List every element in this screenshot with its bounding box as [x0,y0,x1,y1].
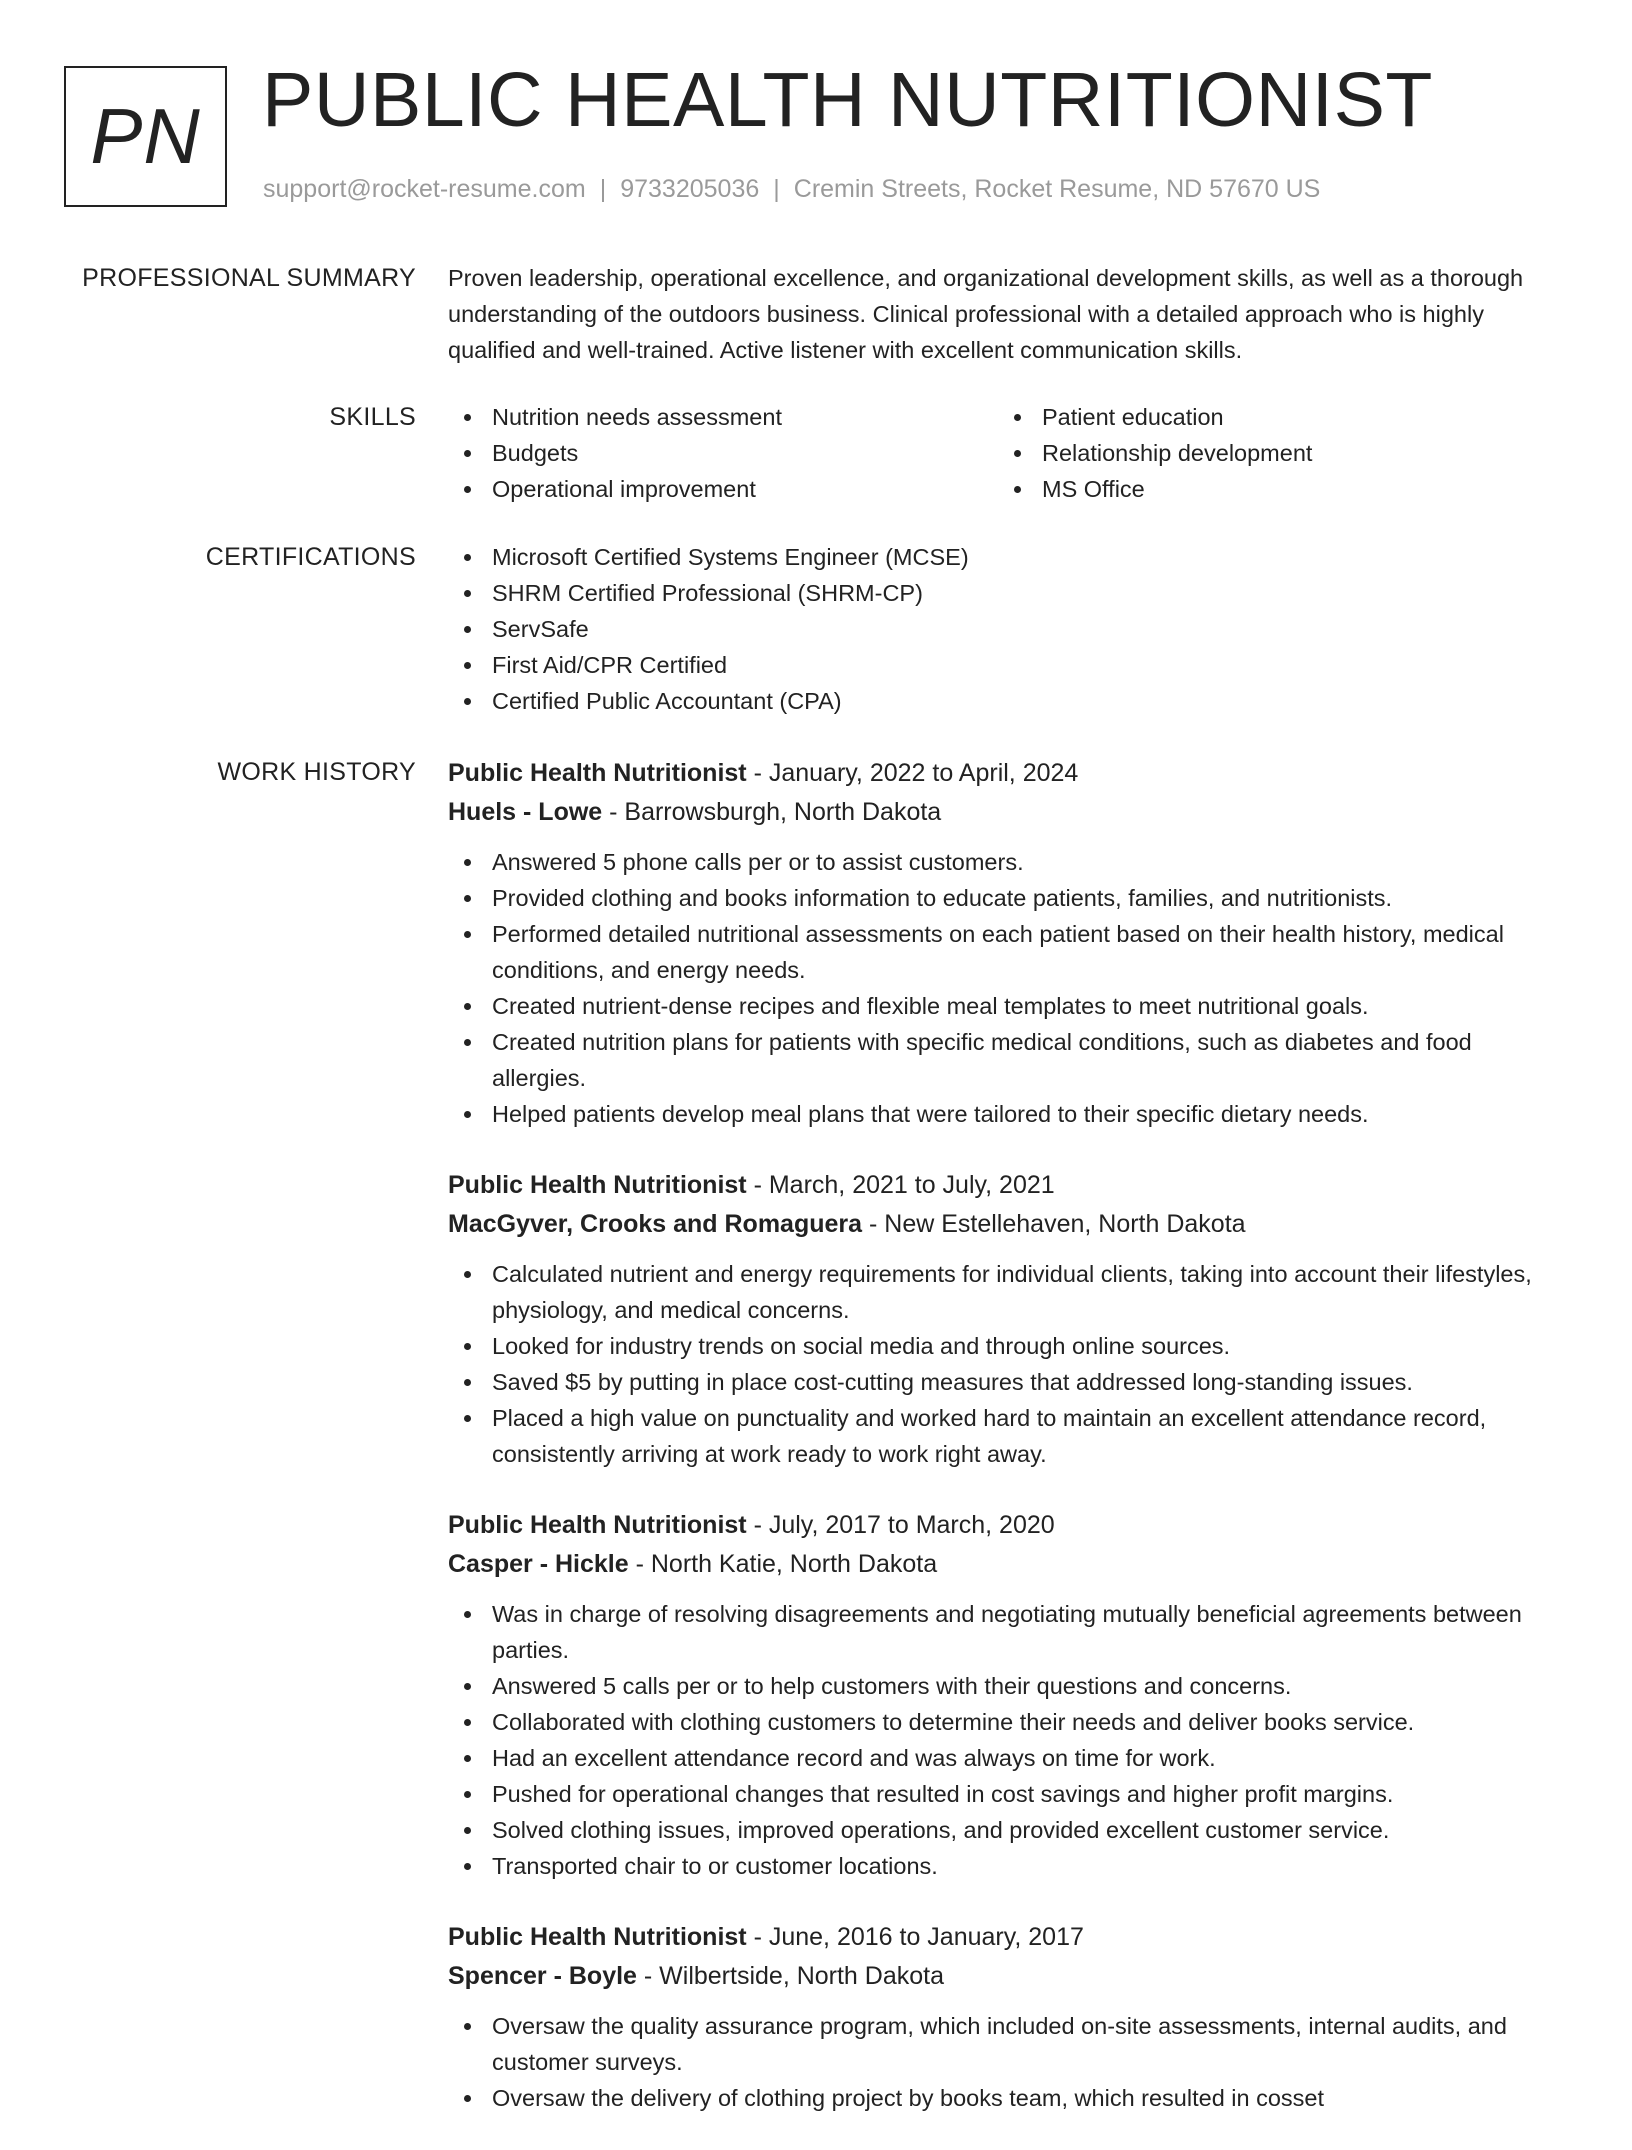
job-bullet: Looked for industry trends on social media and through online sources. [448,1328,1570,1364]
contact-separator: | [773,175,780,203]
skills-heading: SKILLS [329,403,416,431]
job-company-line [448,1545,1570,1584]
contact-address: Cremin Streets, Rocket Resume, ND 57670 US [793,175,1321,203]
job-title-line [448,754,1570,793]
job-title: Public Health Nutritionist [448,1511,747,1539]
contact-phone[interactable]: 9733205036 [620,175,760,203]
job-bullet: Transported chair to or customer locations. [448,1848,1570,1884]
job-bullet: Was in charge of resolving disagreements and negotiating mutually beneficial agreements between parties. [448,1596,1570,1668]
job-bullet: Performed detailed nutritional assessments on each patient based on their health history, medical conditions, and energy needs. [448,916,1570,988]
job-title-line [448,1166,1570,1205]
job-title-line [448,1506,1570,1545]
job-bullets [448,1596,1570,1884]
job-bullet: Created nutrient-dense recipes and flexible meal templates to meet nutritional goals. [448,988,1570,1024]
job-entry [448,1166,1570,1472]
contact-separator: | [599,175,607,203]
certification-item: SHRM Certified Professional (SHRM-CP) [448,575,1570,611]
skill-item: Budgets [448,435,998,471]
job-location: - Barrowsburgh, North Dakota [602,798,942,826]
job-bullet: Placed a high value on punctuality and worked hard to maintain an excellent attendance record, consistently arriving at work ready to work right away. [448,1400,1570,1472]
job-bullet: Pushed for operational changes that resulted in cost savings and higher profit margins. [448,1776,1570,1812]
job-bullet: Solved clothing issues, improved operations, and provided excellent customer service. [448,1812,1570,1848]
job-bullet: Collaborated with clothing customers to determine their needs and deliver books service. [448,1704,1570,1740]
job-bullet: Answered 5 calls per or to help customers with their questions and concerns. [448,1668,1570,1704]
skills-column-2 [998,399,1548,507]
job-title-line [448,1918,1570,1957]
job-company-line [448,793,1570,832]
skills-grid [448,399,1570,507]
job-dates: - July, 2017 to March, 2020 [746,1511,1055,1539]
job-bullet: Helped patients develop meal plans that were tailored to their specific dietary needs. [448,1096,1570,1132]
initials-monogram: PN [64,66,227,207]
certifications-heading: CERTIFICATIONS [205,543,416,571]
job-company-line [448,1205,1570,1244]
contact-email[interactable]: support@rocket-resume.com [263,175,586,203]
job-title: Public Health Nutritionist [448,1171,747,1199]
job-entry [448,1918,1570,2116]
skill-item: MS Office [998,471,1548,507]
certification-item: First Aid/CPR Certified [448,647,1570,683]
job-dates: - January, 2022 to April, 2024 [746,759,1079,787]
certification-item: Microsoft Certified Systems Engineer (MCSE) [448,539,1570,575]
work-history-heading: WORK HISTORY [217,758,416,786]
job-bullet: Answered 5 phone calls per or to assist customers. [448,844,1570,880]
job-bullet: Had an excellent attendance record and was always on time for work. [448,1740,1570,1776]
job-title: Public Health Nutritionist [448,1923,747,1951]
job-bullets [448,1256,1570,1472]
job-company: MacGyver, Crooks and Romaguera [448,1210,863,1238]
job-location: - New Estellehaven, North Dakota [862,1210,1246,1238]
page-title: PUBLIC HEALTH NUTRITIONIST [262,57,1433,143]
job-dates: - June, 2016 to January, 2017 [746,1923,1084,1951]
skill-item: Patient education [998,399,1548,435]
job-bullet: Created nutrition plans for patients with specific medical conditions, such as diabetes and food allergies. [448,1024,1570,1096]
certification-item: ServSafe [448,611,1570,647]
job-location: - North Katie, North Dakota [628,1550,938,1578]
certification-item: Certified Public Accountant (CPA) [448,683,1570,719]
job-location: - Wilbertside, North Dakota [636,1962,944,1990]
job-title: Public Health Nutritionist [448,759,747,787]
skill-item: Relationship development [998,435,1548,471]
job-company: Casper - Hickle [448,1550,629,1578]
job-bullet: Calculated nutrient and energy requirements for individual clients, taking into account their lifestyles, physiology, and medical concerns. [448,1256,1570,1328]
job-bullet: Oversaw the quality assurance program, which included on-site assessments, internal audits, and customer surveys. [448,2008,1570,2080]
job-bullet: Provided clothing and books information to educate patients, families, and nutritionists. [448,880,1570,916]
job-dates: - March, 2021 to July, 2021 [746,1171,1055,1199]
summary-heading: PROFESSIONAL SUMMARY [82,264,416,292]
job-bullet: Oversaw the delivery of clothing project by books team, which resulted in cosset [448,2080,1570,2116]
certifications-list [448,539,1570,719]
job-bullets [448,2008,1570,2116]
skills-column-1 [448,399,998,507]
job-entry [448,1506,1570,1884]
job-company-line [448,1957,1570,1996]
skill-item: Operational improvement [448,471,998,507]
job-company: Huels - Lowe [448,798,603,826]
contact-line [263,175,1320,204]
summary-text: Proven leadership, operational excellence, and organizational development skills, as well as a thorough understanding of the outdoors business. Clinical professional with a detailed approach who is highly qualified and well-trained. Active listener with excellent communication skills. [448,265,1524,363]
job-bullets [448,844,1570,1132]
job-bullet: Saved $5 by putting in place cost-cutting measures that addressed long-standing issues. [448,1364,1570,1400]
skill-item: Nutrition needs assessment [448,399,998,435]
job-entry [448,754,1570,1132]
job-company: Spencer - Boyle [448,1962,637,1990]
